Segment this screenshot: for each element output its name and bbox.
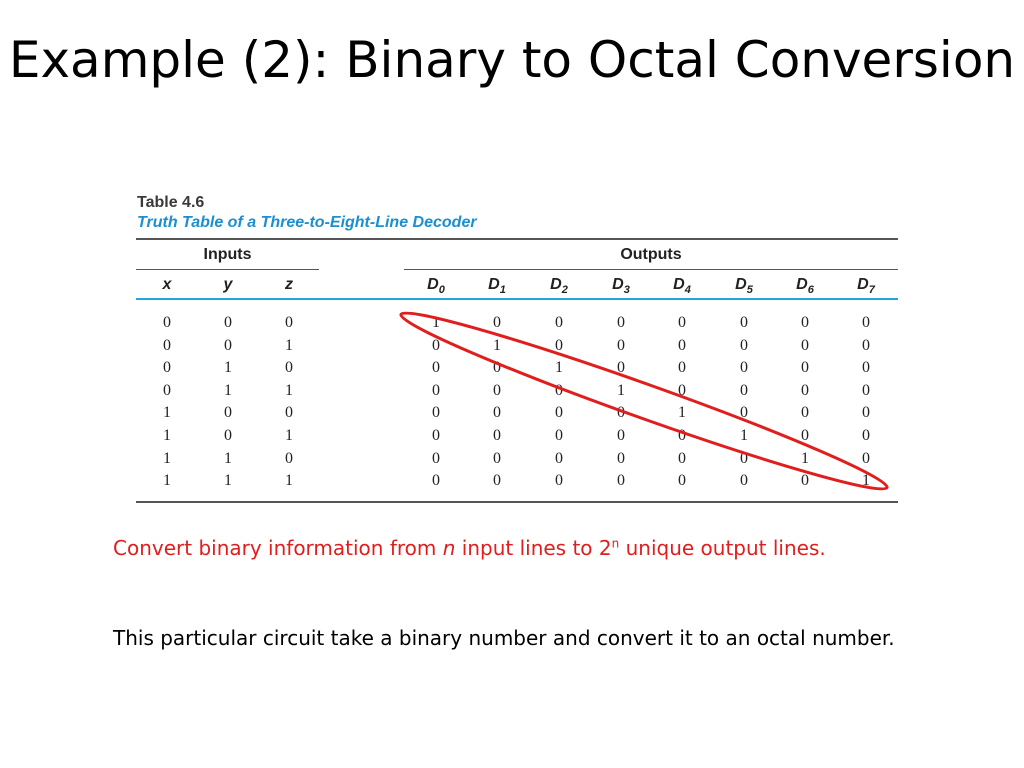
table-cell: 1 — [224, 381, 232, 399]
table-cell: 1 — [285, 336, 293, 354]
desc-part-b: input lines to 2 — [455, 536, 612, 560]
table-cell: 0 — [163, 336, 171, 354]
table-cell: 0 — [432, 381, 440, 399]
table-cell: 1 — [862, 472, 870, 490]
desc-superscript: n — [611, 536, 620, 551]
table-cell: 0 — [493, 381, 501, 399]
table-cell: 1 — [224, 472, 232, 490]
desc-part-a: Convert binary information from — [113, 536, 443, 560]
table-cell: 1 — [801, 449, 809, 467]
output-header — [601, 276, 641, 296]
output-header-index: 5 — [746, 284, 753, 297]
output-header-prefix: D — [735, 276, 747, 293]
outputs-group-rule — [404, 269, 898, 270]
description-black: This particular circuit take a binary number and convert it to an octal number. — [113, 626, 895, 650]
description-red — [113, 534, 973, 563]
table-cell: 1 — [432, 314, 440, 331]
table-cell: 0 — [678, 472, 686, 490]
header-rule — [136, 298, 898, 300]
table-cell: 0 — [493, 314, 501, 331]
table-cell: 1 — [493, 336, 501, 354]
table-cell: 0 — [224, 427, 232, 444]
table-cell: 0 — [617, 472, 625, 490]
table-cell: 0 — [740, 381, 748, 399]
table-cell: 1 — [555, 359, 563, 377]
table-cell: 0 — [555, 314, 563, 331]
output-header — [539, 276, 579, 296]
output-header-index: 0 — [438, 284, 445, 297]
table-cell: 0 — [740, 404, 748, 422]
table-cell: 0 — [801, 427, 809, 444]
table-cell: 0 — [555, 381, 563, 399]
table-cell: 0 — [740, 472, 748, 490]
table-cell: 0 — [678, 336, 686, 354]
table-cell: 0 — [432, 359, 440, 377]
table-cell: 0 — [862, 314, 870, 331]
table-cell: 0 — [740, 359, 748, 377]
table-cell: 0 — [432, 336, 440, 354]
table-cell: 0 — [163, 314, 171, 331]
table-cell: 0 — [862, 427, 870, 444]
table-cell: 0 — [801, 359, 809, 377]
table-cell: 0 — [493, 359, 501, 377]
table-cell: 0 — [285, 359, 293, 377]
table-cell: 0 — [678, 449, 686, 467]
table-cell: 0 — [617, 404, 625, 422]
table-cell: 0 — [285, 314, 293, 331]
table-cell: 0 — [801, 472, 809, 490]
table-cell: 0 — [432, 449, 440, 467]
input-header: x — [162, 276, 172, 293]
output-header-index: 6 — [807, 284, 814, 297]
table-cell: 1 — [285, 472, 293, 490]
output-header-index: 7 — [868, 284, 875, 297]
table-cell: 0 — [493, 427, 501, 444]
table-cell: 1 — [163, 404, 171, 422]
table-cell: 1 — [740, 427, 748, 444]
output-header — [846, 276, 886, 296]
output-header — [416, 276, 456, 296]
table-cell: 0 — [617, 449, 625, 467]
table-cell: 1 — [224, 449, 232, 467]
table-top-rule — [136, 238, 898, 240]
table-cell: 1 — [285, 381, 293, 399]
table-cell: 1 — [224, 359, 232, 377]
table-cell: 0 — [862, 449, 870, 467]
table-cell: 0 — [493, 404, 501, 422]
table-bottom-rule — [136, 501, 898, 503]
table-cell: 0 — [555, 427, 563, 444]
table-cell: 0 — [862, 359, 870, 377]
output-header-index: 4 — [684, 284, 691, 297]
table-cell: 0 — [617, 427, 625, 444]
table-cell: 0 — [493, 449, 501, 467]
table-cell: 0 — [740, 449, 748, 467]
output-header-prefix: D — [427, 276, 439, 293]
table-cell: 0 — [801, 336, 809, 354]
output-header-prefix: D — [612, 276, 624, 293]
inputs-group-header: Inputs — [203, 246, 252, 263]
table-cell: 0 — [224, 314, 232, 331]
table-cell: 0 — [617, 359, 625, 377]
table-cell: 0 — [617, 314, 625, 331]
table-cell: 0 — [163, 381, 171, 399]
table-cell: 0 — [555, 472, 563, 490]
table-cell: 0 — [224, 336, 232, 354]
table-cell: 0 — [801, 381, 809, 399]
table-cell: 0 — [801, 404, 809, 422]
inputs-group-rule — [136, 269, 319, 270]
output-header-prefix: D — [796, 276, 808, 293]
output-header — [785, 276, 825, 296]
table-cell: 0 — [432, 427, 440, 444]
output-header-prefix: D — [857, 276, 869, 293]
slide-title: Example (2): Binary to Octal Conversion — [8, 31, 1016, 89]
output-header — [662, 276, 702, 296]
output-header-prefix: D — [673, 276, 685, 293]
table-cell: 0 — [163, 359, 171, 377]
table-cell: 0 — [678, 427, 686, 444]
input-header: y — [223, 276, 233, 293]
table-cell: 0 — [432, 472, 440, 490]
output-header-prefix: D — [488, 276, 500, 293]
output-header-index: 2 — [561, 284, 568, 297]
input-header: z — [285, 276, 293, 293]
output-header — [477, 276, 517, 296]
table-cell: 0 — [617, 336, 625, 354]
table-cell: 0 — [285, 404, 293, 422]
output-header — [724, 276, 764, 296]
table-cell: 1 — [163, 449, 171, 467]
table-cell: 1 — [163, 472, 171, 490]
table-cell: 0 — [678, 359, 686, 377]
table-cell: 0 — [555, 404, 563, 422]
table-cell: 0 — [285, 449, 293, 467]
desc-n-italic: n — [442, 536, 456, 560]
table-cell: 0 — [862, 336, 870, 354]
table-cell: 0 — [224, 404, 232, 422]
table-cell: 0 — [740, 314, 748, 331]
table-cell: 0 — [555, 336, 563, 354]
table-cell: 1 — [678, 404, 686, 422]
table-name: Truth Table of a Three-to-Eight-Line Decoder — [137, 214, 477, 231]
table-cell: 0 — [801, 314, 809, 331]
desc-part-c: unique output lines. — [619, 536, 826, 560]
output-header-index: 1 — [499, 284, 506, 297]
table-cell: 0 — [432, 404, 440, 422]
table-cell: 0 — [740, 336, 748, 354]
table-cell: 1 — [617, 381, 625, 399]
table-cell: 0 — [678, 314, 686, 331]
table-cell: 0 — [555, 449, 563, 467]
outputs-group-header: Outputs — [620, 246, 682, 263]
table-cell: 0 — [678, 381, 686, 399]
table-cell: 1 — [285, 427, 293, 444]
table-cell: 1 — [163, 427, 171, 444]
output-header-prefix: D — [550, 276, 562, 293]
table-label: Table 4.6 — [137, 194, 205, 211]
output-header-index: 3 — [623, 284, 630, 297]
table-cell: 0 — [862, 381, 870, 399]
table-caption — [137, 193, 477, 233]
table-cell: 0 — [493, 472, 501, 490]
table-cell: 0 — [862, 404, 870, 422]
